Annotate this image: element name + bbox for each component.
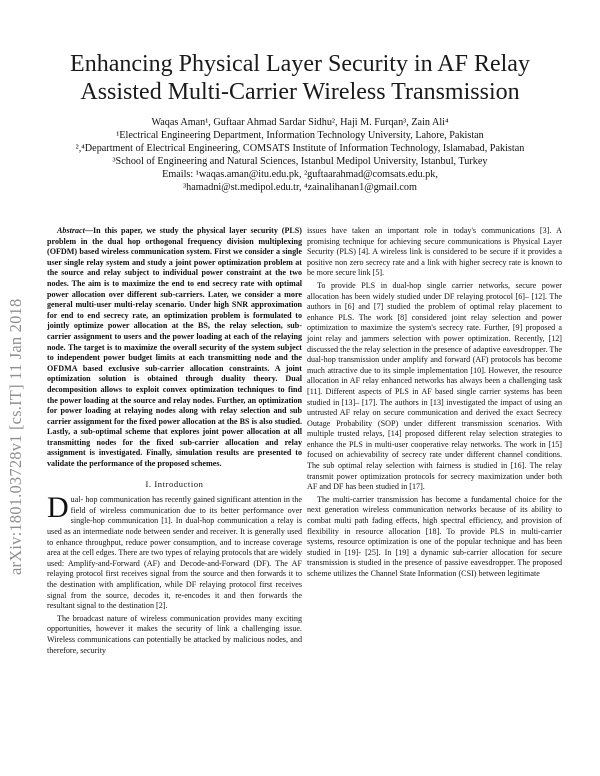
- title-line-2: Assisted Multi-Carrier Wireless Transmission: [80, 79, 520, 105]
- right-column: [307, 226, 562, 580]
- abstract-text: —In this paper, we study the physical layer security (PLS) problem in the dual hop orthogonal frequency division multiplexing (OFDM) based wireless communication system. First we consider a single user single relay system and study a joint power optimization problem at the source and relay subject to individual power constraint at the two nodes. The aim is to maximize the end to end secrecy rate with optimal power allocation over different sub-carriers. Later, we consider a more general multi-user multi-relay scenario. Under high SNR approximation for end to end secrecy rate, an optimization problem is formulated to jointly optimize power allocation at the BS, the relay selection, sub-carrier assignment to users and the power loading at each of the relaying node. The target is to maximize the overall security of the system subject to independent power budget limits at each transmitting node and the OFDMA based exclusive sub-carrier allocation constraints. A joint optimization solution is obtained through duality theory. Dual decomposition allows to exploit convex optimization techniques to find the power loading at the source and relay nodes. Further, an optimization for power loading at relaying nodes along with relay selection and sub carrier assignment for the fixed power allocation at the BS is also studied. Lastly, a sub-optimal scheme that explores joint power allocation at all transmitting nodes for the fixed sub-carrier allocation and relay assignment is investigated. Finally, simulation results are presented to validate the performance of the proposed schemes.: [47, 226, 302, 469]
- right-paragraph-2: To provide PLS in dual-hop single carrier networks, secure power allocation has been widely studied under DF relaying protocol [6]– [12]. The authors in [6] and [7] studied the problem of optimal relay placement to enhance PLS. The work [8] considered joint relay selection and power optimization to maximize the system's secrecy rate. Further, [9] proposed a joint relay and jammers selection with power optimization. Recently, [12] discussed the the relay selection in the presence of adaptive eavesdropper. The dual-hop transmission under amplify and forward (AF) protocols has become much attractive due to its simple implementation [10]. However, the resource allocation in AF relay enhanced networks has always been a challenging task [11]. Different aspects of PLS in AF based single carrier systems has been studied in [13]– [17]. The authors in [13] investigated the impact of using an untrusted AF relay on secure communication and derived the exact Secrecy Outage Probability (SOP) under different transmission scenarios. With multiple trusted relays, [14] proposed different relay selection strategies to enhance the PLS in multi-user cooperative relay networks. The work in [15] focused on achievability of secrecy rate under different channel conditions. The sub optimal relay selection with fairness is studied in [16]. The relay transmit power optimization protocols for secrecy maximization under both AF and DF has been studied in [17].: [307, 280, 562, 492]
- title-line-1: Enhancing Physical Layer Security in AF Relay: [70, 51, 530, 77]
- abstract-label: Abstract: [57, 226, 85, 235]
- paper-title: [40, 50, 560, 106]
- author-block: [40, 116, 560, 194]
- right-paragraph-1: issues have taken an important role in today's communications [3]. A promising technique for achieving secure communications is Physical Layer Security (PLS) [4]. A wireless link is considered to be secure if it provides a positive non zero secrecy rate and a link with higher secrecy rate is known to be more secure link [5].: [307, 226, 562, 278]
- emails-line-1: Emails: ¹waqas.aman@itu.edu.pk, ²guftaarahmad@comsats.edu.pk,: [162, 169, 438, 180]
- section-heading: I. Introduction: [145, 478, 204, 489]
- left-column: [47, 226, 302, 656]
- affiliation-3: ³School of Engineering and Natural Sciences, Istanbul Medipol University, Istanbul, Turkey: [112, 156, 488, 167]
- intro-paragraph-1: [47, 491, 302, 612]
- intro-paragraph-2: The broadcast nature of wireless communication provides many exciting opportunities, however it makes the security of link a challenging issue. Wireless communications can potentially be attacked by malicious nodes, and therefore, security: [47, 613, 302, 655]
- intro-paragraph-1-text: ual- hop communication has recently gained significant attention in the field of wireless communication due to its better performance over single-hop communication [1]. In dual-hop communication a relay is used as an intermediate node between sender and receiver. It is generally used to enhance throughput, reduce power consumption, and to increase coverage area at the cell edges. There are two types of relaying protocols that are widely used: Amplify-and-Forward (AF) and Decode-and-Forward (DF). The AF relaying protocol first receives signal from the source and then forwards it to the destination with amplification, while DF relaying protocol first receives signal from the source, decodes it, re-encodes it and then forwards the resultant signal to the destination [2].: [47, 495, 302, 611]
- affiliation-2: ²,⁴Department of Electrical Engineering, COMSATS Institute of Information Technology, Islamabad, Pakistan: [75, 143, 525, 154]
- drop-cap: D: [47, 491, 69, 525]
- abstract: [47, 226, 302, 470]
- author-names: Waqas Aman¹, Guftaar Ahmad Sardar Sidhu², Haji M. Furqan³, Zain Ali⁴: [151, 117, 449, 128]
- affiliation-1: ¹Electrical Engineering Department, Information Technology University, Lahore, Pakistan: [116, 130, 484, 141]
- arxiv-identifier: arXiv:1801.03728v1 [cs.IT] 11 Jan 2018: [6, 298, 25, 575]
- emails-line-2: ³hamadni@st.medipol.edu.tr, ⁴zainalihanan1@gmail.com: [183, 182, 417, 193]
- right-paragraph-3: The multi-carrier transmission has become a fundamental choice for the next generation wireless communication networks because of its ability to combat multi path fading effects, high spectral efficiency, and provision of flexibility in resource allocation [18]. To provide PLS in multi-carrier systems, resource optimization is one of the popular technique and has been studied in [19]- [25]. In [19] a dynamic sub-carrier allocation for secure transmission is studied in the presence of passive eavesdropper. The proposed scheme utilizes the Channel State Information (CSI) between legitimate: [307, 494, 562, 578]
